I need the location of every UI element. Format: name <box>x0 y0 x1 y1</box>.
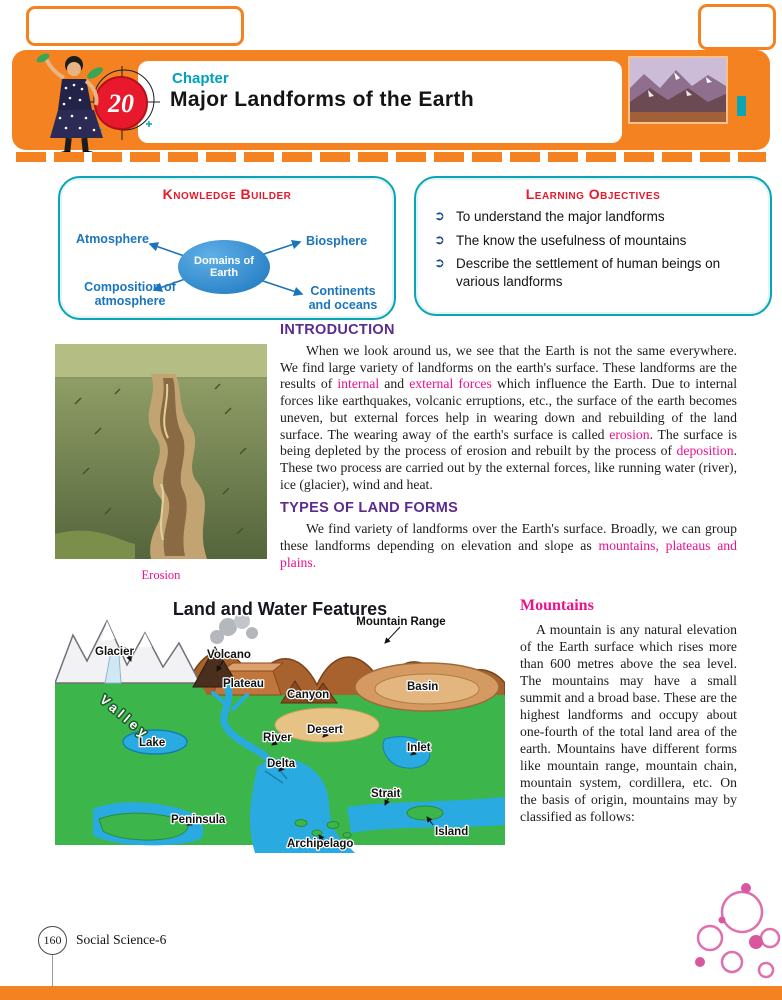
text-segment: When we look around us, we see that the Earth is not the same everywhere. We find large variety of landforms on the earth's surface. These landforms are the results of <box>280 343 737 392</box>
objectives-list <box>420 204 766 290</box>
introduction-heading: INTRODUCTION <box>280 322 395 338</box>
chapter-number: 20 <box>108 89 134 118</box>
book-title: Social Science-6 <box>76 932 167 947</box>
highlight-landform-types: mountains, plateaus and plains. <box>280 538 737 570</box>
erosion-photo <box>55 344 267 559</box>
erosion-figure <box>55 344 267 583</box>
diagram-label-canyon: Canyon <box>287 689 330 701</box>
page-title: Major Landforms of the Earth <box>170 88 475 111</box>
decor-circles <box>670 876 782 988</box>
objective-item <box>434 208 754 226</box>
page-number: 160 <box>38 926 67 955</box>
main-content <box>55 322 737 862</box>
mountains-paragraph: A mountain is any natural elevation of the Earth surface which rises more than 600 metres above the sea level. The mountains may have a small summit and a broad base. These are the highest landforms and occupy about one-fourth of the total land area of the earth. Mountains have different forms like mountain range, mountain chain, mountain system, cordillera, etc. On the basis of origin, mountains may by classified as follows: <box>520 622 737 824</box>
mountain-photo <box>628 56 728 124</box>
diagram-label-inlet: Inlet <box>407 742 431 754</box>
info-boxes <box>58 176 772 320</box>
decor-outline-top-left <box>26 6 244 46</box>
diagram-label-desert: Desert <box>307 724 343 736</box>
highlight-internal: internal <box>337 376 380 392</box>
decor-filmstrip <box>16 152 766 162</box>
knowledge-builder-box <box>58 176 396 320</box>
diagram-label-valley: Valley <box>97 691 154 743</box>
diagram-label-glacier: Glacier <box>95 646 134 658</box>
diagram-label-island: Island <box>435 826 469 838</box>
person-illustration <box>28 52 116 158</box>
text-segment: and <box>379 376 410 392</box>
highlight-external-forces: external forces <box>409 376 492 392</box>
objective-text: Describe the settlement of human beings on various landforms <box>456 256 721 289</box>
diagram-label-plateau: Plateau <box>223 678 264 690</box>
bottom-orange-bar <box>0 986 782 1000</box>
chapter-title-card <box>138 61 622 143</box>
diagram-label-peninsula: Peninsula <box>171 814 226 826</box>
text-segment: which influence the Earth. Due to internal forces like earthquakes, volcanic erruptions, etc., the surface of the earth becomes uneven, but external forces help in wearing down and rebuilding of the land surface. The wearing away of the earth's surface is called <box>280 376 738 442</box>
highlight-erosion: erosion <box>609 426 650 442</box>
arrow-bullet-icon: ➲ <box>434 231 445 247</box>
diagram-label-basin: Basin <box>407 681 439 693</box>
diagram-label-archipelago: Archipelago <box>287 838 354 850</box>
concept-node-composition: Composition of atmosphere <box>84 280 176 309</box>
learning-objectives-title: Learning Objectives <box>525 186 661 202</box>
highlight-deposition: deposition <box>676 443 734 459</box>
arrow-bullet-icon: ➲ <box>434 255 445 271</box>
text-segment: . The surface is being depleted by the process of erosion and rebuilt by the process of <box>280 426 737 459</box>
decor-outline-top-right <box>698 4 776 50</box>
landforms-diagram <box>55 595 507 862</box>
objective-text: To understand the major landforms <box>456 209 665 224</box>
text-segment: We find variety of landforms over the Earth's surface. Broadly, we can group these landforms depending on elevation and slope as <box>280 521 737 554</box>
diagram-label-river: River <box>263 732 292 744</box>
concept-node-biosphere: Biosphere <box>306 234 368 248</box>
concept-node-atmosphere: Atmosphere <box>76 232 149 246</box>
concept-center-node: Domains of Earth <box>178 240 270 294</box>
land-water-features-illustration <box>55 595 505 857</box>
knowledge-builder-title: Knowledge Builder <box>162 186 292 202</box>
arrow-bullet-icon: ➲ <box>434 208 445 223</box>
figure-caption: Erosion <box>141 568 181 582</box>
objective-item <box>434 255 754 290</box>
text-segment: . These two process are carried out by the external forces, like running water (river), ice (glacier), wind and heat. <box>280 443 737 492</box>
diagram-title: Land and Water Features <box>172 599 388 619</box>
chapter-label: Chapter <box>172 70 229 87</box>
objective-text: The know the usefulness of mountains <box>456 232 687 248</box>
diagram-label-delta: Delta <box>267 758 296 770</box>
decor-teal-chip <box>737 96 746 116</box>
objective-item <box>434 232 754 250</box>
diagram-label-strait: Strait <box>371 788 401 800</box>
bottom-section <box>55 585 737 862</box>
mountains-column <box>507 595 737 862</box>
diagram-label-volcano: Volcano <box>207 649 251 661</box>
concept-map <box>60 204 394 313</box>
diagram-label-lake: Lake <box>139 737 166 749</box>
mountains-heading: Mountains <box>520 597 594 614</box>
types-heading: TYPES OF LAND FORMS <box>280 500 459 517</box>
concept-node-continents: Continents and oceans <box>308 284 378 313</box>
diagram-label-mountain-range: Mountain Range <box>356 616 446 628</box>
learning-objectives-box <box>414 176 772 316</box>
